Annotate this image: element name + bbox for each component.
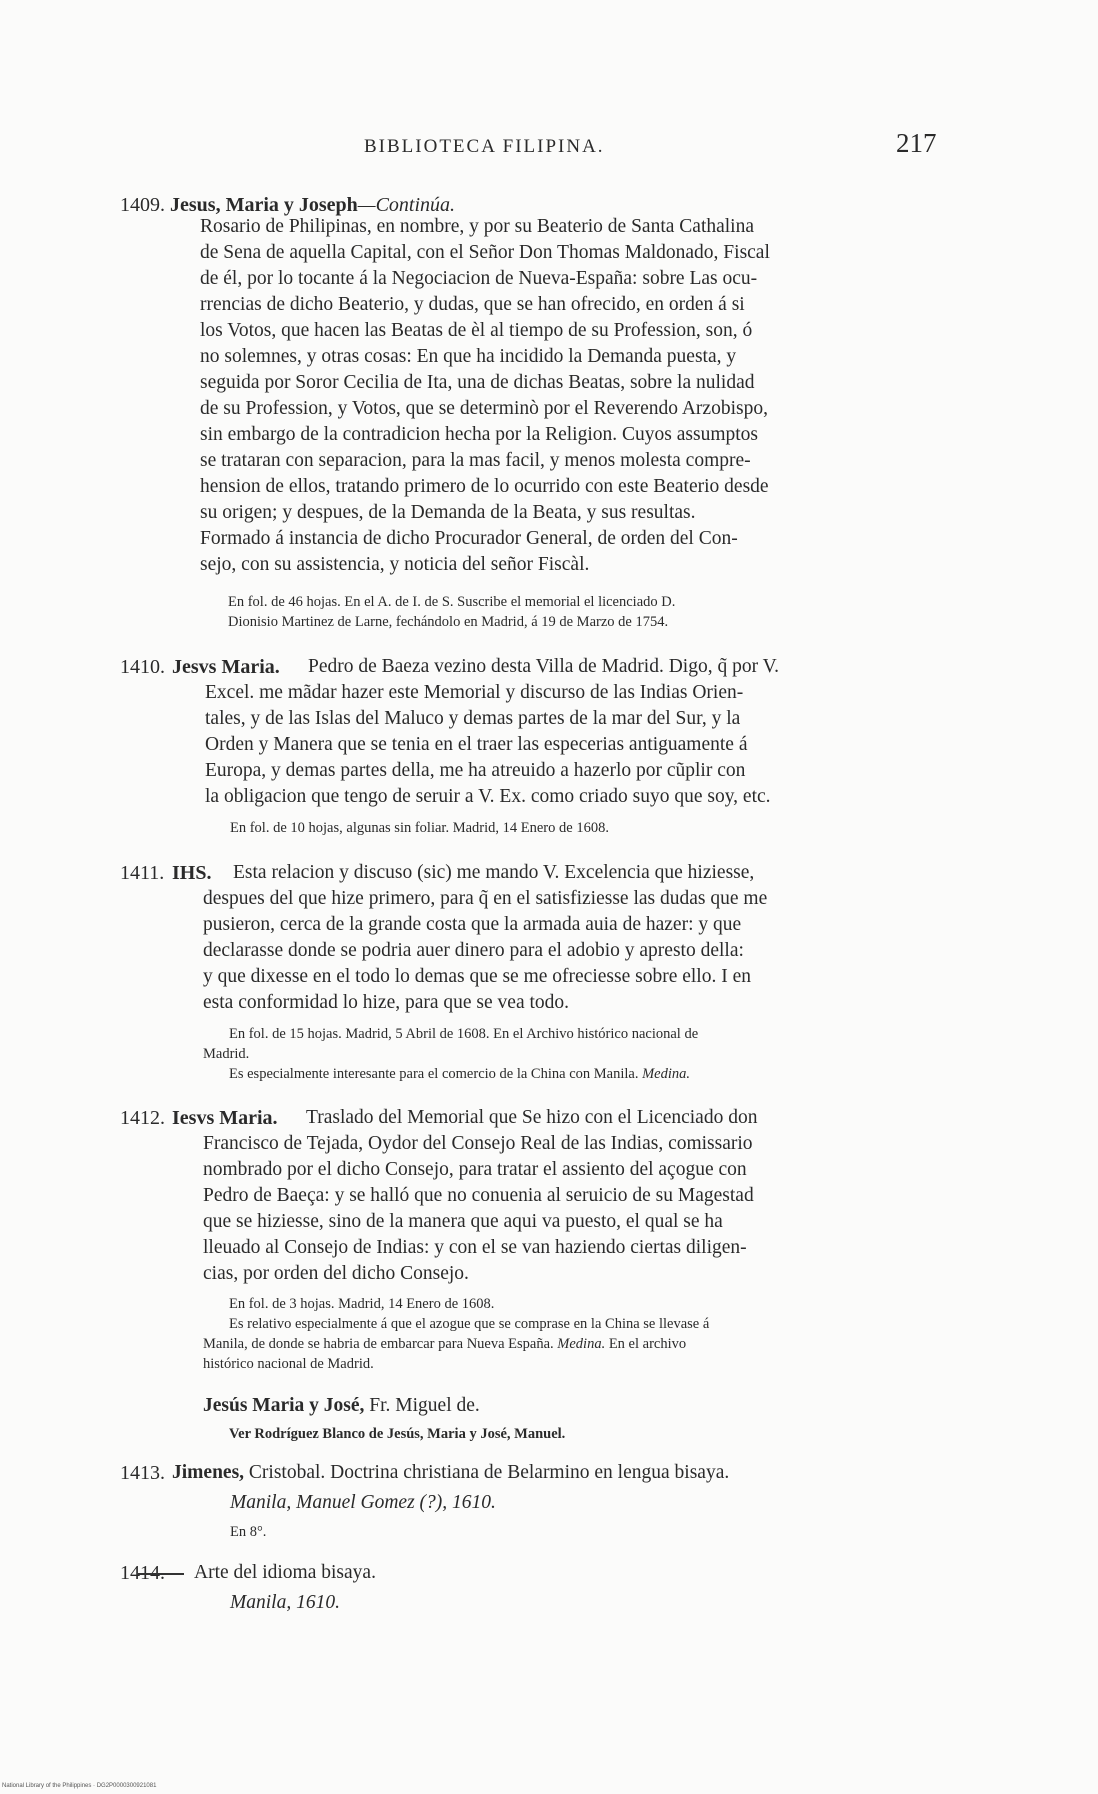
entry-notes	[203, 1294, 945, 1374]
entry-notes	[203, 1024, 945, 1084]
body-line: despues del que hize primero, para q̃ en el satisfiziesse las dudas que me	[203, 888, 768, 909]
body-line: que se hiziesse, sino de la manera que aqui va puesto, el qual se ha	[203, 1211, 723, 1232]
entry-heading: Jimenes,	[172, 1462, 245, 1483]
scan-footer: National Library of the Philippines · DG2P0000300921081	[2, 1783, 157, 1789]
entry-heading: Jesus, Maria y Joseph	[170, 194, 358, 216]
body-line: de su Profession, y Votos, que se determinò por el Reverendo Arzobispo,	[200, 398, 768, 419]
note-author: Medina.	[557, 1336, 606, 1352]
body-line: Excel. me mãdar hazer este Memorial y discurso de las Indias Orien-	[205, 682, 744, 703]
body-line: sin embargo de la contradicion hecha por la Religion. Cuyos assumptos	[200, 424, 758, 445]
body-line: nombrado por el dicho Consejo, para tratar el assiento del açogue con	[203, 1159, 747, 1180]
entry-notes	[230, 818, 930, 838]
body-line: pusieron, cerca de la grande costa que la armada auia de hazer: y que	[203, 914, 742, 935]
body-line: sejo, con su assistencia, y noticia del señor Fiscàl.	[200, 554, 590, 575]
note-line: Dionisio Martinez de Larne, fechándolo en Madrid, á 19 de Marzo de 1754.	[228, 614, 669, 630]
body-line: los Votos, que hacen las Beatas de èl al tiempo de su Profession, son, ó	[200, 320, 753, 341]
see-reference: Ver Rodríguez Blanco de Jesús, Maria y José, Manuel.	[229, 1426, 566, 1442]
note-line: En fol. de 3 hojas. Madrid, 14 Enero de 1608.	[229, 1296, 495, 1312]
entry-body	[205, 654, 945, 810]
note-line: En fol. de 46 hojas. En el A. de I. de S. Suscribe el memorial el licenciado D.	[228, 594, 676, 610]
body-line: Formado á instancia de dicho Procurador General, de orden del Con-	[200, 528, 738, 549]
body-line: Esta relacion y discuso (sic) me mando V. Excelencia que hiziesse,	[233, 862, 755, 883]
body-line: Arte del idioma bisaya.	[194, 1562, 376, 1583]
entry-body	[203, 860, 945, 1016]
body-line: tales, y de las Islas del Maluco y demas partes de la mar del Sur, y la	[205, 708, 741, 729]
note-line: En fol. de 15 hojas. Madrid, 5 Abril de 1608. En el Archivo histórico nacional de	[229, 1026, 699, 1042]
imprint: Manila, Manuel Gomez (?), 1610.	[230, 1492, 496, 1513]
body-line: Europa, y demas partes della, me ha atreuido a hazerlo por cũplir con	[205, 760, 746, 781]
running-title: BIBLIOTECA FILIPINA.	[364, 136, 605, 157]
note-line: Madrid.	[203, 1046, 250, 1062]
body-line: esta conformidad lo hize, para que se vea todo.	[203, 992, 570, 1013]
body-line: seguida por Soror Cecilia de Ita, una de dichas Beatas, sobre la nulidad	[200, 372, 755, 393]
body-line: declarasse donde se podria auer dinero para el adobio y apresto della:	[203, 940, 744, 961]
entry-body	[138, 1560, 945, 1586]
note-line: En fol. de 10 hojas, algunas sin foliar. Madrid, 14 Enero de 1608.	[230, 820, 609, 836]
note-line: Manila, de donde se habria de embarcar para Nueva España. Medina. En el archivo	[203, 1336, 687, 1352]
body-line: Pedro de Baeza vezino desta Villa de Madrid. Digo, q̃ por V.	[308, 656, 780, 677]
entry-body	[203, 1105, 945, 1287]
page-number: 217	[896, 128, 937, 158]
body-line: Rosario de Philipinas, en nombre, y por su Beaterio de Santa Cathalina	[200, 216, 755, 237]
body-line: lleuado al Consejo de Indias: y con el se van haziendo ciertas diligen-	[203, 1237, 747, 1258]
cross-ref-text: Fr. Miguel de.	[369, 1395, 480, 1416]
format-note: En 8°.	[230, 1524, 267, 1540]
body-line: Pedro de Baeça: y se halló que no conuenia al seruicio de su Magestad	[203, 1185, 754, 1206]
body-line: y que dixesse en el todo lo demas que se me ofreciesse sobre ello. I en	[203, 966, 751, 987]
note-line: histórico nacional de Madrid.	[203, 1356, 374, 1372]
body-line: Francisco de Tejada, Oydor del Consejo Real de las Indias, comissario	[203, 1133, 753, 1154]
body-line: Traslado del Memorial que Se hizo con el Licenciado don	[306, 1107, 758, 1128]
entry-number: 1411.	[120, 862, 165, 884]
note-author: Medina.	[642, 1066, 690, 1082]
body-line: cias, por orden del dicho Consejo.	[203, 1263, 469, 1284]
body-line: la obligacion que tengo de seruir a V. Ex. como criado suyo que soy, etc.	[205, 786, 771, 807]
note-line: Es relativo especialmente á que el azogue que se comprase en la China se llevase á	[229, 1316, 710, 1332]
entry-heading: Iesvs Maria.	[172, 1107, 278, 1129]
body-line: Orden y Manera que se tenia en el traer las especerias antiguamente á	[205, 734, 748, 755]
body-line: de Sena de aquella Capital, con el Señor Don Thomas Maldonado, Fiscal	[200, 242, 770, 263]
entry-body	[200, 214, 945, 578]
body-line: se trataran con separacion, para la mas facil, y menos molesta compre-	[200, 450, 751, 471]
entry-number: 1414.	[120, 1562, 165, 1584]
entry-number: 1410.	[120, 656, 165, 678]
note-line: Es especialmente interesante para el comercio de la China con Manila. Medina.	[229, 1066, 690, 1082]
entry-notes	[228, 592, 945, 632]
continued-label: —Continúa.	[357, 194, 456, 216]
imprint: Manila, 1610.	[230, 1592, 340, 1613]
cross-ref-line	[203, 1393, 945, 1419]
body-line: rrencias de dicho Beaterio, y dudas, que se han ofrecido, en orden á si	[200, 294, 745, 315]
body-line: Cristobal. Doctrina christiana de Belarmino en lengua bisaya.	[248, 1462, 730, 1483]
cross-ref-heading: Jesús Maria y José,	[203, 1395, 365, 1416]
entry-number: 1412.	[120, 1107, 165, 1129]
body-line: su origen; y despues, de la Demanda de la Beata, y sus resultas.	[200, 502, 696, 523]
body-line: no solemnes, y otras cosas: En que ha incidido la Demanda puesta, y	[200, 346, 737, 367]
page-header	[0, 128, 1098, 168]
entry-body	[172, 1460, 945, 1486]
entry-number: 1413.	[120, 1462, 165, 1484]
body-line: de él, por lo tocante á la Negociacion de Nueva-España: sobre Las ocu-	[200, 268, 758, 289]
entry-heading: Jesvs Maria.	[172, 656, 280, 678]
ditto-dash	[138, 1573, 184, 1575]
entry-number: 1409.	[120, 194, 165, 216]
entry-heading: IHS.	[172, 862, 212, 884]
body-line: hension de ellos, tratando primero de lo ocurrido con este Beaterio desde	[200, 476, 769, 497]
